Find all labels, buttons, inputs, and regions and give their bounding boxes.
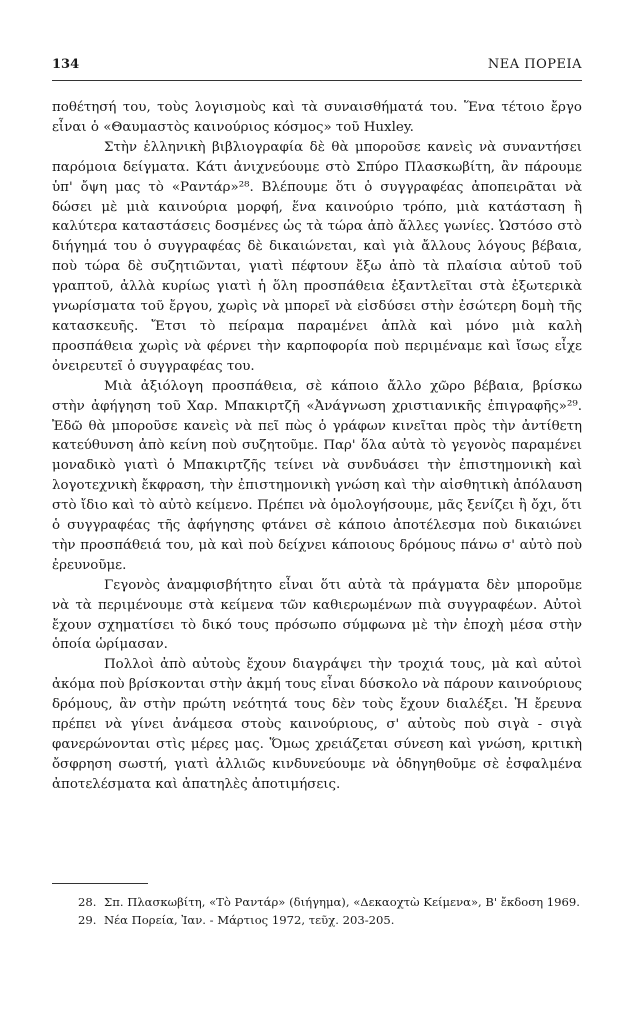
footnote-number: 28. bbox=[78, 895, 97, 909]
footnote-text: Νέα Πορεία, Ἰαν. - Μάρτιος 1972, τεῦχ. 203-205. bbox=[104, 912, 395, 927]
running-title: ΝΕΑ ΠΟΡΕΙΑ bbox=[487, 57, 582, 72]
header-rule bbox=[52, 80, 582, 81]
footnote-text: Σπ. Πλασκωβίτη, «Τὸ Ραντάρ» (διήγημα), «Δεκαοχτὼ Κείμενα», Β' ἔκδοση 1969. bbox=[104, 895, 580, 909]
footnote bbox=[78, 894, 582, 911]
page-header bbox=[52, 57, 582, 75]
paragraph-continued: ποθέτησή του, τοὺς λογισμοὺς καὶ τὰ συναισθήματά του. Ἕνα τέτοιο ἔργο εἶναι ὁ «Θαυμαστὸς καινούριος κόσμος» τοῦ Huxley. bbox=[52, 100, 582, 135]
footnote bbox=[78, 912, 582, 929]
paragraph: Γεγονὸς ἀναμφισβήτητο εἶναι ὅτι αὐτὰ τὰ πράγματα δὲν μποροῦμε νὰ τὰ περιμένουμε στὰ κείμενα τῶν καθιερωμένων πιὰ συγγραφέων. Αὐτοὶ ἔχουν σχηματίσει τὸ δικό τους πρόσωπο σύμφωνα μὲ τὴν ἐποχὴ μέσα στὴν ὁποία ὡρίμασαν. bbox=[52, 577, 582, 653]
footnotes bbox=[78, 894, 582, 929]
paragraph: Στὴν ἑλληνικὴ βιβλιογραφία δὲ θὰ μποροῦσε κανεὶς νὰ συναντήσει παρόμοια δείγματα. Κάτι ἀνιχνεύουμε στὸ Σπύρο Πλασκωβίτη, ἂν πάρουμε ὑπ' ὄψη μας τὸ «Ραντάρ»²⁸. Βλέπουμε ὅτι ὁ συγγραφέας ἀποπειρᾶται νὰ δώσει μὲ μιὰ καινούρια μορφή, ἕνα καινούριο τρόπο, μιὰ κατάσταση ἢ καλύτερα καταστάσεις δοσμένες ὡς τὰ τώρα ἀπὸ ἄλλες γωνίες. Ὡστόσο στὸ διήγημά του ὁ συγγραφέας δὲ δικαιώνεται, καὶ γιὰ ἄλλους λόγους βέβαια, ποὺ τώρα δὲ συζητιῶνται, γιατὶ πέφτουν ἔξω ἀπὸ τὰ πλαίσια αὐτοῦ τοῦ γραπτοῦ, ἀλλὰ κυρίως γιατὶ ἡ ὅλη προσπάθεια ἐξαντλεῖται στὰ ἐξωτερικὰ γνωρίσματα τοῦ ἔργου, χωρὶς νὰ μπορεῖ νὰ εἰσδύσει στὴν ἐσώτερη δομὴ τῆς κατασκευῆς. Ἔτσι τὸ πείραμα παραμένει ἁπλὰ καὶ μόνο μιὰ καλὴ προσπάθεια χωρὶς νὰ φέρνει τὴν καρποφορία ποὺ περιμέναμε καὶ ἴσως εἶχε ὀνειρευτεῖ ὁ συγγραφέας του. bbox=[52, 139, 582, 374]
page-number: 134 bbox=[52, 57, 80, 72]
paragraph: Μιὰ ἀξιόλογη προσπάθεια, σὲ κάποιο ἄλλο χῶρο βέβαια, βρίσκω στὴν ἀφήγηση τοῦ Χαρ. Μπακιρτζῆ «Ἀνάγνωση χριστιανικῆς ἐπιγραφῆς»²⁹. Ἐδῶ θὰ μποροῦσε κανεὶς νὰ πεῖ πὼς ὁ γράφων κινεῖται πρὸς τὴν ἀντίθετη κατεύθυνση ἀπὸ κείνη ποὺ συζητοῦμε. Παρ' ὅλα αὐτὰ τὸ γεγονὸς παραμένει μοναδικὸ γιατὶ ὁ Μπακιρτζῆς τείνει νὰ συνδυάσει τὴν ἐπιστημονικὴ καὶ λογοτεχνικὴ ἔκφραση, τὴν ἐπιστημονικὴ γνώση καὶ τὴν αἰσθητικὴ ἀπόλαυση στὸ ἴδιο καὶ τὸ αὐτὸ κείμενο. Πρέπει νὰ ὁμολογήσουμε, μᾶς ξενίζει ἢ ὄχι, ὅτι ὁ συγγραφέας τῆς ἀφήγησης φτάνει σὲ κάποιο ἀποτέλεσμα ποὺ δικαιώνει τὴν προσπάθειά του, μὰ καὶ ποὺ δείχνει κάποιους δρόμους πάνω σ' αὐτὸ ποὺ ἐρευνοῦμε. bbox=[52, 378, 582, 573]
paragraph: Πολλοὶ ἀπὸ αὐτοὺς ἔχουν διαγράψει τὴν τροχιά τους, μὰ καὶ αὐτοὶ ἀκόμα ποὺ βρίσκονται στὴν ἀκμή τους εἶναι δύσκολο νὰ πάρουν καινούριους δρόμους, ἂν στὴν πρώτη νεότητά τους δὲν τοὺς ἔχουν διαλέξει. Ἡ ἔρευνα πρέπει νὰ γίνει ἀνάμεσα στοὺς καινούριους, σ' αὐτοὺς ποὺ σιγὰ - σιγὰ φανερώνονται στὶς μέρες μας. Ὅμως χρειάζεται σύνεση καὶ γνώση, κριτικὴ ὄσφρηση σωστή, γιατὶ ἀλλιῶς κινδυνεύουμε νὰ ὁδηγηθοῦμε σὲ ἐσφαλμένα ἀποτελέσματα καὶ ἀπατηλὲς ἀποτιμήσεις. bbox=[52, 657, 582, 792]
footnote-rule bbox=[52, 883, 148, 884]
body-text bbox=[52, 98, 582, 795]
footnote-number: 29. bbox=[78, 912, 97, 927]
